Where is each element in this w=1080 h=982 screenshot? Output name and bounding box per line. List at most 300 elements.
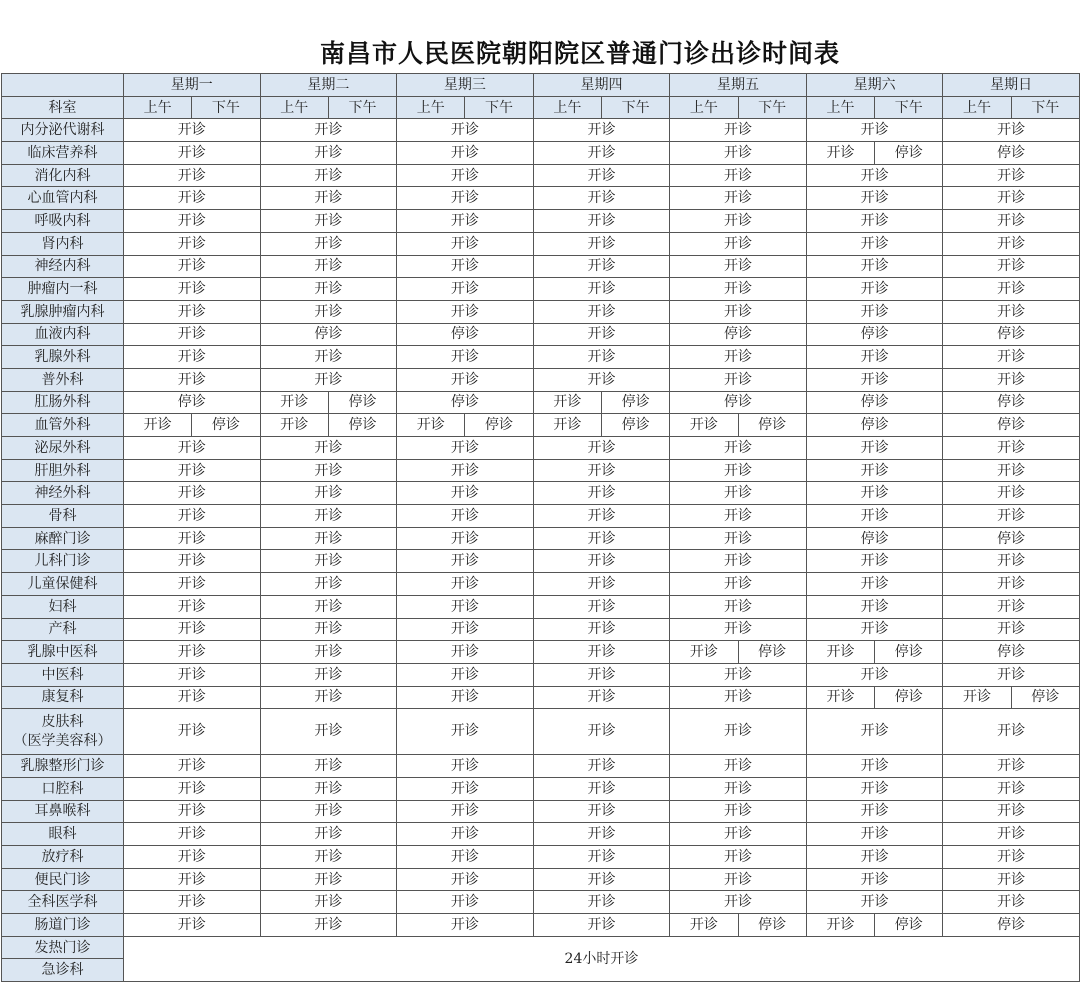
dept-column-header: 科室	[2, 96, 124, 119]
status-cell-am: 开诊	[806, 142, 874, 165]
status-cell: 开诊	[533, 663, 670, 686]
dept-name-text: 消化内科	[34, 167, 91, 184]
status-cell: 开诊	[124, 686, 261, 709]
status-cell: 开诊	[670, 368, 807, 391]
status-cell-pm: 停诊	[601, 391, 669, 414]
status-cell: 开诊	[124, 663, 261, 686]
dept-name	[2, 346, 124, 369]
day-header: 星期一	[124, 74, 261, 97]
table-row	[2, 755, 1080, 778]
status-cell-pm: 停诊	[738, 414, 806, 437]
status-cell: 开诊	[806, 119, 943, 142]
status-cell: 开诊	[533, 573, 670, 596]
dept-name	[2, 142, 124, 165]
status-cell: 开诊	[943, 346, 1080, 369]
status-cell: 开诊	[124, 437, 261, 460]
status-cell: 开诊	[124, 777, 261, 800]
dept-name	[2, 846, 124, 869]
status-cell: 开诊	[943, 823, 1080, 846]
status-cell: 开诊	[260, 278, 397, 301]
status-cell: 开诊	[670, 255, 807, 278]
status-cell: 停诊	[397, 391, 534, 414]
status-cell: 开诊	[397, 300, 534, 323]
table-row	[2, 232, 1080, 255]
status-cell: 开诊	[124, 527, 261, 550]
pm-header: 下午	[875, 96, 943, 119]
status-cell: 开诊	[670, 868, 807, 891]
status-cell: 开诊	[806, 255, 943, 278]
status-cell: 开诊	[943, 459, 1080, 482]
status-cell: 开诊	[943, 255, 1080, 278]
status-cell-am: 开诊	[670, 641, 738, 664]
status-cell: 开诊	[260, 891, 397, 914]
status-cell: 开诊	[397, 142, 534, 165]
status-cell-am: 开诊	[670, 914, 738, 937]
status-cell-pm: 停诊	[465, 414, 533, 437]
status-cell: 开诊	[260, 164, 397, 187]
status-cell: 开诊	[806, 437, 943, 460]
status-cell: 开诊	[533, 323, 670, 346]
table-row	[2, 414, 1080, 437]
status-cell: 开诊	[260, 482, 397, 505]
status-cell: 开诊	[670, 505, 807, 528]
status-cell: 开诊	[806, 891, 943, 914]
status-cell: 开诊	[124, 755, 261, 778]
status-cell: 开诊	[124, 550, 261, 573]
status-cell: 开诊	[806, 755, 943, 778]
status-cell: 开诊	[260, 437, 397, 460]
status-cell-pm: 停诊	[875, 914, 943, 937]
table-row	[2, 119, 1080, 142]
dept-name-text: 肝胆外科	[34, 462, 91, 479]
dept-name-text: 放疗科	[41, 848, 84, 865]
status-cell: 开诊	[260, 846, 397, 869]
status-cell: 开诊	[943, 709, 1080, 755]
dept-name-text: 乳腺外科	[34, 349, 91, 366]
status-cell: 开诊	[533, 550, 670, 573]
status-cell: 开诊	[124, 323, 261, 346]
status-cell: 开诊	[397, 550, 534, 573]
status-cell: 开诊	[533, 482, 670, 505]
dept-name	[2, 777, 124, 800]
status-cell: 开诊	[260, 618, 397, 641]
status-cell-pm: 停诊	[875, 641, 943, 664]
status-cell: 开诊	[670, 595, 807, 618]
status-cell: 开诊	[260, 914, 397, 937]
table-row	[2, 595, 1080, 618]
am-header: 上午	[260, 96, 328, 119]
status-cell: 开诊	[943, 846, 1080, 869]
status-cell-pm: 停诊	[875, 686, 943, 709]
dept-name	[2, 482, 124, 505]
status-cell: 开诊	[260, 641, 397, 664]
status-cell: 开诊	[397, 187, 534, 210]
dept-name-text: 产科	[48, 621, 77, 638]
status-cell: 开诊	[397, 527, 534, 550]
dept-name	[2, 255, 124, 278]
status-cell: 开诊	[124, 800, 261, 823]
status-cell: 开诊	[260, 346, 397, 369]
dept-name	[2, 278, 124, 301]
status-cell: 开诊	[533, 527, 670, 550]
status-cell: 开诊	[124, 300, 261, 323]
status-cell: 开诊	[533, 755, 670, 778]
status-cell: 停诊	[943, 414, 1080, 437]
status-cell: 开诊	[943, 550, 1080, 573]
status-cell: 开诊	[533, 437, 670, 460]
status-cell: 开诊	[397, 278, 534, 301]
status-cell: 开诊	[670, 755, 807, 778]
status-cell: 开诊	[533, 618, 670, 641]
pm-header: 下午	[192, 96, 260, 119]
status-cell: 开诊	[397, 618, 534, 641]
dept-name	[2, 300, 124, 323]
status-cell: 开诊	[397, 800, 534, 823]
dept-name	[2, 823, 124, 846]
status-cell: 停诊	[397, 323, 534, 346]
status-cell: 停诊	[670, 323, 807, 346]
table-row	[2, 300, 1080, 323]
status-cell: 开诊	[260, 187, 397, 210]
dept-name-text: 神经外科	[34, 485, 91, 502]
status-cell: 开诊	[806, 300, 943, 323]
status-cell-pm: 停诊	[192, 414, 260, 437]
status-cell: 开诊	[670, 846, 807, 869]
status-cell: 开诊	[397, 846, 534, 869]
status-cell: 开诊	[806, 573, 943, 596]
status-cell: 开诊	[943, 505, 1080, 528]
status-cell: 开诊	[943, 573, 1080, 596]
dept-name-text: 心血管内科	[27, 190, 98, 207]
status-cell: 开诊	[943, 210, 1080, 233]
status-cell: 开诊	[533, 346, 670, 369]
status-cell: 开诊	[533, 164, 670, 187]
status-cell: 开诊	[943, 482, 1080, 505]
status-cell: 开诊	[670, 823, 807, 846]
status-cell-pm: 停诊	[328, 414, 396, 437]
status-cell: 开诊	[260, 505, 397, 528]
day-header: 星期五	[670, 74, 807, 97]
dept-name-text: 内分泌代谢科	[20, 122, 105, 139]
status-cell: 开诊	[124, 142, 261, 165]
dept-name	[2, 663, 124, 686]
status-cell: 停诊	[806, 527, 943, 550]
table-row	[2, 210, 1080, 233]
status-cell: 开诊	[260, 459, 397, 482]
status-cell: 开诊	[397, 210, 534, 233]
status-cell: 开诊	[124, 595, 261, 618]
dept-name	[2, 618, 124, 641]
status-cell: 开诊	[124, 641, 261, 664]
status-cell: 开诊	[397, 595, 534, 618]
status-cell: 开诊	[397, 346, 534, 369]
status-cell: 开诊	[124, 255, 261, 278]
dept-name-text: 口腔科	[41, 780, 84, 797]
schedule-table	[1, 73, 1080, 982]
dept-name	[2, 414, 124, 437]
status-cell: 开诊	[806, 459, 943, 482]
status-cell-pm: 停诊	[1011, 686, 1079, 709]
status-cell: 停诊	[943, 641, 1080, 664]
status-cell: 开诊	[124, 868, 261, 891]
status-cell: 开诊	[943, 618, 1080, 641]
status-cell: 开诊	[397, 868, 534, 891]
status-cell: 开诊	[806, 164, 943, 187]
status-cell: 开诊	[670, 709, 807, 755]
status-cell: 开诊	[260, 300, 397, 323]
status-cell: 开诊	[670, 437, 807, 460]
status-cell: 开诊	[124, 119, 261, 142]
status-cell: 开诊	[670, 800, 807, 823]
day-header: 星期四	[533, 74, 670, 97]
status-cell: 开诊	[533, 777, 670, 800]
table-row	[2, 573, 1080, 596]
status-cell: 开诊	[806, 823, 943, 846]
status-cell: 开诊	[806, 505, 943, 528]
status-cell: 开诊	[124, 891, 261, 914]
status-cell: 开诊	[124, 573, 261, 596]
status-cell: 开诊	[806, 777, 943, 800]
status-cell: 开诊	[124, 846, 261, 869]
status-cell: 开诊	[670, 300, 807, 323]
table-row	[2, 709, 1080, 755]
status-cell: 开诊	[260, 255, 397, 278]
status-cell: 开诊	[943, 232, 1080, 255]
status-cell-am: 开诊	[260, 391, 328, 414]
status-cell: 开诊	[533, 823, 670, 846]
dept-name-text: 眼科	[48, 826, 77, 843]
table-row	[2, 368, 1080, 391]
dept-name	[2, 573, 124, 596]
am-header: 上午	[533, 96, 601, 119]
dept-name: 急诊科	[2, 959, 124, 982]
am-header: 上午	[124, 96, 192, 119]
dept-name-text: 普外科	[41, 371, 84, 388]
day-header: 星期日	[943, 74, 1080, 97]
table-row	[2, 527, 1080, 550]
status-cell-pm: 停诊	[738, 914, 806, 937]
status-cell: 开诊	[533, 709, 670, 755]
status-cell: 开诊	[943, 891, 1080, 914]
status-cell: 开诊	[943, 278, 1080, 301]
dept-name	[2, 595, 124, 618]
status-cell: 开诊	[124, 187, 261, 210]
status-cell: 开诊	[533, 459, 670, 482]
table-row	[2, 323, 1080, 346]
status-cell: 开诊	[806, 550, 943, 573]
status-cell: 开诊	[670, 142, 807, 165]
status-cell: 开诊	[124, 459, 261, 482]
status-cell: 开诊	[943, 300, 1080, 323]
status-cell-pm: 停诊	[875, 142, 943, 165]
status-cell: 开诊	[943, 437, 1080, 460]
table-row	[2, 187, 1080, 210]
table-row	[2, 846, 1080, 869]
status-cell: 停诊	[670, 391, 807, 414]
dept-name	[2, 755, 124, 778]
status-cell: 开诊	[260, 368, 397, 391]
pm-header: 下午	[1011, 96, 1079, 119]
status-cell-am: 开诊	[670, 414, 738, 437]
am-header: 上午	[943, 96, 1011, 119]
status-cell: 开诊	[670, 278, 807, 301]
status-cell: 开诊	[260, 755, 397, 778]
status-cell: 开诊	[670, 187, 807, 210]
dept-name-text: 皮肤科	[41, 713, 84, 730]
status-cell: 开诊	[806, 800, 943, 823]
status-cell-am: 开诊	[943, 686, 1011, 709]
dept-name-text: 耳鼻喉科	[34, 803, 91, 820]
day-header-row	[2, 74, 1080, 97]
table-row	[2, 482, 1080, 505]
status-cell: 开诊	[533, 300, 670, 323]
dept-name-text: 全科医学科	[27, 894, 98, 911]
status-cell-pm: 停诊	[601, 414, 669, 437]
dept-name-text: 肾内科	[41, 235, 84, 252]
status-cell: 开诊	[533, 232, 670, 255]
dept-name	[2, 323, 124, 346]
status-cell: 开诊	[533, 142, 670, 165]
status-cell: 开诊	[806, 210, 943, 233]
status-cell: 开诊	[806, 663, 943, 686]
status-cell: 开诊	[124, 914, 261, 937]
status-cell: 开诊	[670, 573, 807, 596]
am-header: 上午	[397, 96, 465, 119]
status-cell: 开诊	[806, 346, 943, 369]
dept-name-text: 肛肠外科	[34, 394, 91, 411]
table-row	[2, 868, 1080, 891]
status-cell: 开诊	[397, 505, 534, 528]
dept-name	[2, 210, 124, 233]
status-cell: 开诊	[260, 595, 397, 618]
status-cell: 停诊	[124, 391, 261, 414]
dept-name-text: 骨科	[48, 507, 77, 524]
dept-name: 发热门诊	[2, 936, 124, 959]
status-cell: 开诊	[533, 210, 670, 233]
dept-name-text: 妇科	[48, 598, 77, 615]
status-cell: 开诊	[397, 482, 534, 505]
dept-name	[2, 641, 124, 664]
status-cell: 开诊	[806, 278, 943, 301]
status-cell: 开诊	[397, 663, 534, 686]
dept-name	[2, 119, 124, 142]
table-row	[2, 663, 1080, 686]
status-cell: 停诊	[806, 414, 943, 437]
status-cell: 开诊	[806, 232, 943, 255]
status-cell: 开诊	[670, 663, 807, 686]
status-cell: 开诊	[533, 868, 670, 891]
status-cell: 开诊	[397, 119, 534, 142]
table-row	[2, 914, 1080, 937]
table-row	[2, 164, 1080, 187]
status-cell: 开诊	[806, 618, 943, 641]
dept-name-text: 乳腺中医科	[27, 644, 98, 661]
status-cell: 开诊	[397, 459, 534, 482]
status-cell-am: 开诊	[806, 686, 874, 709]
dept-name	[2, 527, 124, 550]
status-cell-am: 开诊	[533, 414, 601, 437]
table-row	[2, 641, 1080, 664]
status-cell: 开诊	[124, 346, 261, 369]
status-cell: 开诊	[124, 278, 261, 301]
day-header: 星期二	[260, 74, 397, 97]
status-cell: 开诊	[124, 232, 261, 255]
day-header: 星期三	[397, 74, 534, 97]
status-cell: 开诊	[260, 686, 397, 709]
status-cell: 开诊	[397, 914, 534, 937]
status-cell: 开诊	[124, 505, 261, 528]
pm-header: 下午	[465, 96, 533, 119]
status-cell: 开诊	[124, 823, 261, 846]
status-cell: 开诊	[806, 846, 943, 869]
status-cell-am: 开诊	[806, 641, 874, 664]
dept-name	[2, 891, 124, 914]
status-cell: 开诊	[670, 459, 807, 482]
dept-name	[2, 164, 124, 187]
table-row	[2, 936, 1080, 959]
status-cell: 开诊	[670, 550, 807, 573]
status-cell: 开诊	[670, 232, 807, 255]
dept-name	[2, 709, 124, 755]
dept-name-subtext: （医学美容科）	[13, 732, 112, 749]
am-header: 上午	[670, 96, 738, 119]
status-cell: 开诊	[670, 618, 807, 641]
status-cell: 开诊	[670, 777, 807, 800]
status-cell: 开诊	[260, 663, 397, 686]
status-cell: 开诊	[260, 800, 397, 823]
table-row	[2, 142, 1080, 165]
status-cell: 开诊	[533, 255, 670, 278]
dept-name-text: 乳腺肿瘤内科	[20, 303, 105, 320]
status-cell: 开诊	[670, 686, 807, 709]
status-cell: 开诊	[806, 482, 943, 505]
dept-name-text: 神经内科	[34, 258, 91, 275]
table-row	[2, 255, 1080, 278]
pm-header: 下午	[328, 96, 396, 119]
status-cell: 开诊	[806, 868, 943, 891]
table-row	[2, 777, 1080, 800]
status-cell: 开诊	[670, 346, 807, 369]
table-row	[2, 505, 1080, 528]
status-cell: 开诊	[260, 550, 397, 573]
status-cell: 开诊	[397, 823, 534, 846]
status-cell-pm: 停诊	[328, 391, 396, 414]
table-row	[2, 618, 1080, 641]
status-cell: 开诊	[397, 255, 534, 278]
status-cell: 开诊	[397, 709, 534, 755]
status-cell: 开诊	[260, 232, 397, 255]
status-cell: 停诊	[943, 323, 1080, 346]
status-cell: 开诊	[806, 709, 943, 755]
status-cell-am: 开诊	[397, 414, 465, 437]
dept-name	[2, 868, 124, 891]
status-cell: 开诊	[943, 368, 1080, 391]
status-cell: 开诊	[397, 686, 534, 709]
status-cell: 开诊	[943, 777, 1080, 800]
status-cell: 开诊	[260, 823, 397, 846]
status-cell-am: 开诊	[533, 391, 601, 414]
status-cell: 开诊	[670, 164, 807, 187]
am-header: 上午	[806, 96, 874, 119]
status-cell: 开诊	[943, 800, 1080, 823]
dept-name	[2, 391, 124, 414]
status-cell: 开诊	[260, 142, 397, 165]
status-cell-am: 开诊	[806, 914, 874, 937]
dept-name-text: 血管外科	[34, 417, 91, 434]
status-cell: 开诊	[943, 187, 1080, 210]
dept-name-text: 麻醉门诊	[34, 530, 91, 547]
dept-name	[2, 187, 124, 210]
